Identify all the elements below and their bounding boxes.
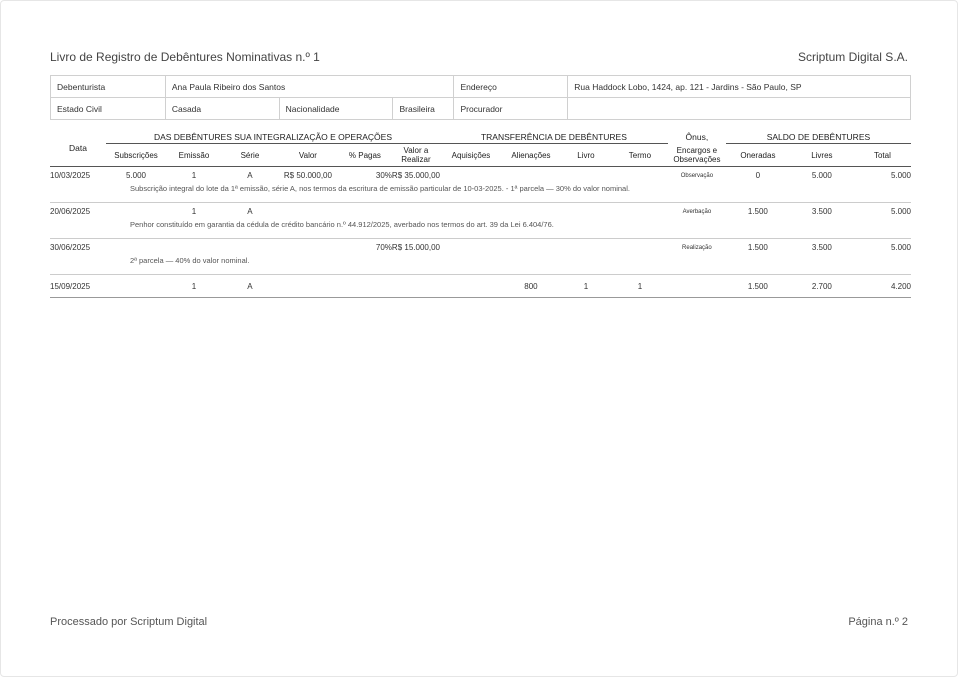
cell-livres: 5.000: [811, 171, 832, 180]
col-serie: Série: [222, 144, 278, 167]
table-row-description: [50, 256, 911, 270]
cell-aquisicoes: [440, 239, 502, 257]
cell-livres: 2.700: [790, 275, 854, 298]
cell-livres: 3.500: [811, 207, 832, 216]
cell-observacao: [668, 275, 726, 298]
cell-realizar: [392, 275, 440, 298]
cell-subscricoes: [106, 239, 166, 257]
cell-valor: [278, 203, 338, 221]
debentures-register-table: [50, 130, 911, 298]
table-row: [50, 167, 911, 185]
cell-pagas: [338, 275, 392, 298]
footer-processed-by: Processado por Scriptum Digital: [50, 616, 208, 628]
cell-observacao: Realização: [682, 244, 712, 251]
group-saldo: SALDO DE DEBÊNTURES: [726, 130, 911, 144]
cell-livres: 3.500: [811, 243, 832, 252]
cell-oneradas: 1.500: [747, 243, 768, 252]
cell-aquisicoes: [440, 167, 502, 185]
row-description: 2ª parcela — 40% do valor nominal.: [129, 256, 250, 265]
col-encargos: Encargos e Observações: [668, 144, 726, 167]
cell-total: 4.200: [854, 275, 911, 298]
cell-data: 20/06/2025: [50, 207, 91, 216]
cell-valor: [278, 239, 338, 257]
company-name: Scriptum Digital S.A.: [797, 50, 908, 64]
cell-pagas: [338, 203, 392, 221]
col-livres: Livres: [790, 144, 854, 167]
nacionalidade-value: Brasileira: [393, 98, 454, 120]
cell-realizar: [392, 203, 440, 221]
cell-alienacoes: [502, 203, 560, 221]
group-transferencia: TRANSFERÊNCIA DE DEBÊNTURES: [440, 130, 668, 144]
table-row: [50, 239, 911, 257]
cell-livro: [560, 239, 612, 257]
cell-termo: [612, 167, 668, 185]
row-description: Penhor constituído em garantia da cédula de crédito bancário n.º 44.912/2025, averbado nos termos do art. 39 da Lei 6.404/76.: [129, 220, 554, 229]
cell-valor: [278, 275, 338, 298]
cell-pagas: 30%: [375, 171, 392, 180]
group-onus: Ônus,: [685, 131, 709, 142]
debenturista-value: Ana Paula Ribeiro dos Santos: [165, 76, 454, 98]
cell-termo: [612, 239, 668, 257]
col-total: Total: [854, 144, 911, 167]
cell-data: 15/09/2025: [50, 275, 106, 298]
col-termo: Termo: [612, 144, 668, 167]
cell-observacao: Observação: [680, 172, 714, 179]
cell-livro: 1: [560, 275, 612, 298]
table-row-description: [50, 184, 911, 198]
cell-serie: [222, 239, 278, 257]
group-integralizacao: DAS DEBÊNTURES SUA INTEGRALIZAÇÃO E OPERAÇÕES: [106, 130, 440, 144]
cell-total: 5.000: [890, 243, 911, 252]
cell-subscricoes: [106, 203, 166, 221]
cell-termo: 1: [612, 275, 668, 298]
procurador-label: Procurador: [454, 98, 568, 120]
cell-alienacoes: [502, 239, 560, 257]
cell-emissao: [166, 239, 222, 257]
cell-aquisicoes: [440, 275, 502, 298]
book-title: Livro de Registro de Debêntures Nominativas n.º 1: [50, 50, 320, 64]
cell-subscricoes: 5.000: [125, 171, 146, 180]
estado-civil-value: Casada: [165, 98, 279, 120]
cell-serie: A: [247, 171, 253, 180]
cell-termo: [612, 203, 668, 221]
cell-valor: R$ 50.000,00: [283, 171, 332, 180]
cell-oneradas: 1.500: [747, 207, 768, 216]
col-livro: Livro: [560, 144, 612, 167]
cell-total: 5.000: [890, 207, 911, 216]
nacionalidade-label: Nacionalidade: [279, 98, 393, 120]
col-oneradas: Oneradas: [726, 144, 790, 167]
cell-realizar: R$ 35.000,00: [391, 171, 440, 180]
col-valor: Valor: [278, 144, 338, 167]
cell-oneradas: 1.500: [726, 275, 790, 298]
col-alienacoes: Alienações: [502, 144, 560, 167]
cell-serie: A: [247, 207, 253, 216]
page-number: Página n.º 2: [848, 616, 908, 628]
cell-emissao: 1: [191, 207, 197, 216]
col-valor-realizar: Valor a Realizar: [392, 144, 440, 167]
cell-total: 5.000: [890, 171, 911, 180]
cell-livro: [560, 167, 612, 185]
col-pagas: % Pagas: [338, 144, 392, 167]
col-aquisicoes: Aquisições: [440, 144, 502, 167]
holder-info-table: [50, 75, 911, 120]
cell-subscricoes: [106, 275, 166, 298]
procurador-value: [568, 98, 911, 120]
debenturista-label: Debenturista: [51, 76, 166, 98]
cell-data: 30/06/2025: [50, 243, 91, 252]
cell-alienacoes: [502, 167, 560, 185]
cell-realizar: R$ 15.000,00: [391, 243, 440, 252]
cell-alienacoes: 800: [502, 275, 560, 298]
endereco-label: Endereço: [454, 76, 568, 98]
cell-oneradas: 0: [755, 171, 761, 180]
cell-emissao: 1: [191, 171, 197, 180]
table-row: [50, 275, 911, 298]
col-subscricoes: Subscrições: [106, 144, 166, 167]
row-description: Subscrição integral do lote da 1ª emissão, série A, nos termos da escritura de emissão particular de 10-03-2025. - 1ª parcela — 30% do valor nominal.: [129, 184, 630, 193]
cell-livro: [560, 203, 612, 221]
endereco-value: Rua Haddock Lobo, 1424, ap. 121 - Jardins - São Paulo, SP: [568, 76, 911, 98]
estado-civil-label: Estado Civil: [51, 98, 166, 120]
col-data: Data: [50, 130, 106, 167]
cell-emissao: 1: [166, 275, 222, 298]
cell-aquisicoes: [440, 203, 502, 221]
cell-pagas: 70%: [375, 243, 392, 252]
table-row-description: [50, 220, 911, 234]
cell-serie: A: [222, 275, 278, 298]
cell-observacao: Averbação: [682, 208, 712, 215]
table-row: [50, 203, 911, 221]
cell-data: 10/03/2025: [50, 171, 91, 180]
col-emissao: Emissão: [166, 144, 222, 167]
